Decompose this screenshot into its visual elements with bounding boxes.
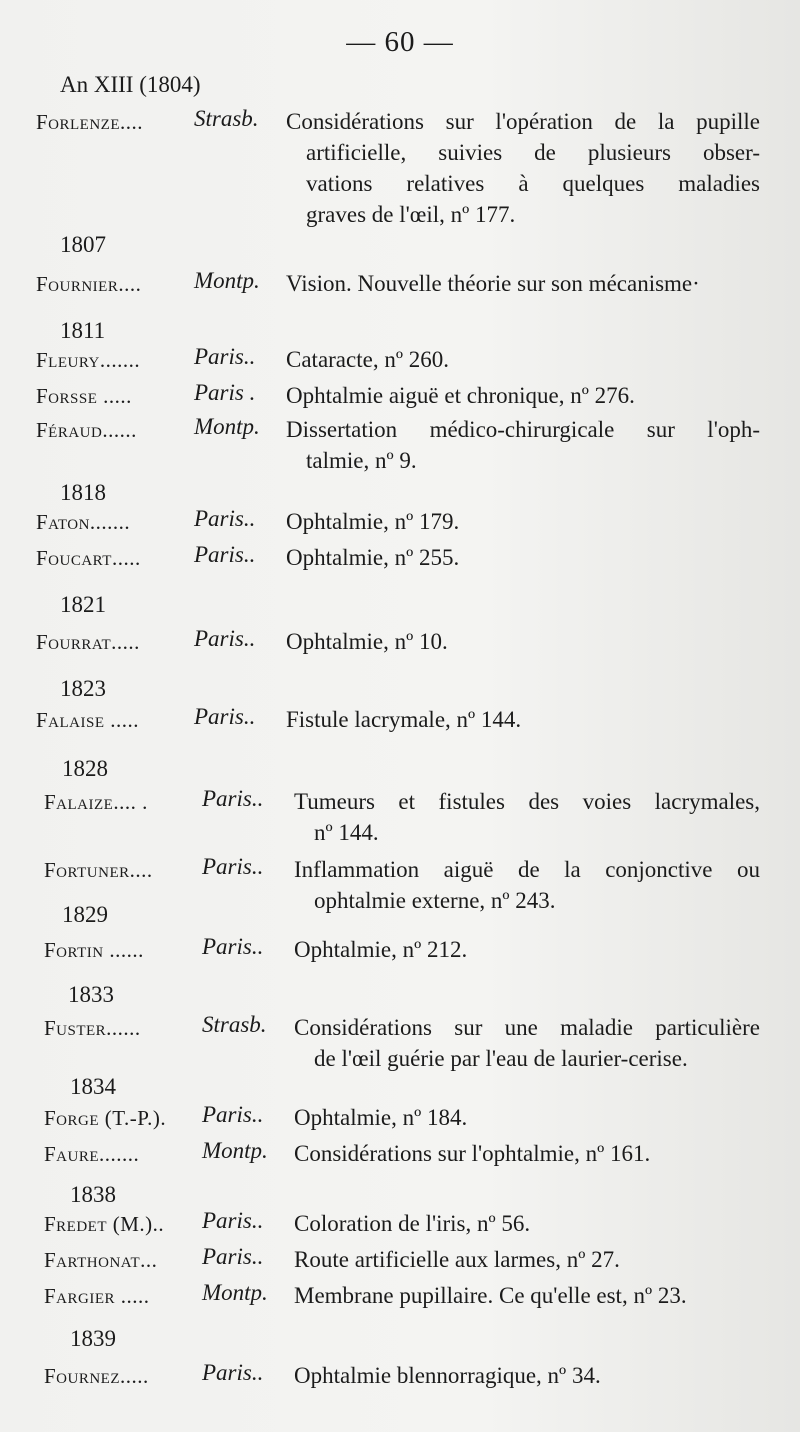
thesis-title-line: Fistule lacrymale, nº 144. (286, 707, 522, 732)
thesis-title (286, 380, 760, 411)
faculty-city: Paris.. (202, 934, 264, 959)
thesis-title-line: Inflammation aiguë de la conjonctive ou (294, 857, 760, 882)
thesis-title (286, 344, 760, 375)
author-name: Falaize.... . (44, 790, 148, 814)
author-name: Faure....... (44, 1142, 140, 1166)
faculty-city: Strasb. (194, 106, 259, 131)
faculty-city: Paris.. (194, 506, 256, 531)
thesis-title (294, 1280, 760, 1311)
faculty-city: Montp. (202, 1138, 268, 1163)
author-name: Faton....... (36, 510, 131, 534)
thesis-title-line: de l'œil guérie par l'eau de laurier-cerise. (314, 1046, 688, 1071)
faculty-city: Paris.. (202, 1360, 264, 1385)
thesis-title (294, 1012, 760, 1074)
author-name: Forsse ..... (36, 384, 132, 408)
thesis-title (286, 626, 760, 657)
author-name: Fortin ...... (44, 938, 144, 962)
faculty-city: Montp. (202, 1280, 268, 1305)
thesis-title-line: Ophtalmie, nº 184. (294, 1105, 468, 1130)
thesis-title-line: Vision. Nouvelle théorie sur son mécanisme· (286, 271, 700, 296)
year-heading: 1828 (62, 756, 108, 781)
thesis-title-line: Considérations sur une maladie particulière (294, 1015, 760, 1040)
faculty-city: Paris.. (202, 1102, 264, 1127)
thesis-title-line: vations relatives à quelques maladies (306, 171, 760, 196)
author-name: Fredet (M.).. (44, 1212, 165, 1236)
page-number: — 60 — (346, 26, 454, 58)
thesis-title (294, 854, 760, 916)
thesis-title-line: Ophtalmie blennorragique, nº 34. (294, 1363, 601, 1388)
year-heading: 1838 (70, 1182, 116, 1207)
thesis-title-line: talmie, nº 9. (306, 448, 417, 473)
thesis-title-line: Coloration de l'iris, nº 56. (294, 1211, 531, 1236)
author-name: Falaise ..... (36, 708, 140, 732)
thesis-title (286, 506, 760, 537)
year-heading: 1829 (62, 902, 108, 927)
faculty-city: Paris.. (194, 344, 256, 369)
faculty-city: Paris . (194, 380, 256, 405)
thesis-title-line: Membrane pupillaire. Ce qu'elle est, nº 23. (294, 1283, 687, 1308)
author-name: Fleury....... (36, 348, 141, 372)
faculty-city: Paris.. (202, 1244, 264, 1269)
faculty-city: Paris.. (194, 542, 256, 567)
year-heading: An XIII (1804) (60, 72, 201, 97)
thesis-title-line: Ophtalmie, nº 212. (294, 937, 468, 962)
thesis-title (294, 1360, 760, 1391)
year-heading: 1834 (70, 1074, 116, 1099)
author-name: Fournez..... (44, 1364, 149, 1388)
thesis-title (286, 106, 760, 230)
thesis-title (286, 704, 760, 735)
faculty-city: Paris.. (194, 626, 256, 651)
thesis-title-line: ophtalmie externe, nº 243. (314, 888, 556, 913)
thesis-title (294, 1208, 760, 1239)
thesis-title (294, 1244, 760, 1275)
author-name: Farthonat... (44, 1248, 158, 1272)
year-heading: 1833 (68, 982, 114, 1007)
author-name: Féraud...... (36, 418, 137, 442)
author-name: Fuster...... (44, 1016, 141, 1040)
thesis-title (294, 934, 760, 965)
faculty-city: Paris.. (202, 1208, 264, 1233)
thesis-title (294, 786, 760, 848)
faculty-city: Paris.. (202, 786, 264, 811)
thesis-title (294, 1102, 760, 1133)
author-name: Fourrat..... (36, 630, 140, 654)
thesis-title-line: artificielle, suivies de plusieurs obser- (306, 140, 760, 165)
thesis-title-line: Ophtalmie, nº 10. (286, 629, 448, 654)
thesis-title-line: nº 144. (314, 820, 379, 845)
author-name: Forlenze.... (36, 110, 143, 134)
faculty-city: Montp. (194, 414, 260, 439)
thesis-title-line: Route artificielle aux larmes, nº 27. (294, 1247, 620, 1272)
thesis-title-line: Ophtalmie, nº 255. (286, 545, 460, 570)
year-heading: 1821 (60, 592, 106, 617)
thesis-title-line: graves de l'œil, nº 177. (306, 202, 516, 227)
author-name: Fortuner.... (44, 858, 153, 882)
author-name: Forge (T.-P.). (44, 1106, 167, 1130)
year-heading: 1823 (60, 676, 106, 701)
year-heading: 1807 (60, 232, 106, 257)
author-name: Fournier.... (36, 272, 142, 296)
thesis-title (286, 542, 760, 573)
year-heading: 1818 (60, 480, 106, 505)
thesis-title-line: Cataracte, nº 260. (286, 347, 449, 372)
year-heading: 1811 (60, 318, 106, 343)
thesis-title-line: Tumeurs et fistules des voies lacrymales, (294, 789, 760, 814)
author-name: Foucart..... (36, 546, 141, 570)
faculty-city: Strasb. (202, 1012, 267, 1037)
faculty-city: Paris.. (194, 704, 256, 729)
thesis-title-line: Ophtalmie aiguë et chronique, nº 276. (286, 383, 635, 408)
thesis-title-line: Considérations sur l'opération de la pupille (286, 109, 760, 134)
thesis-title-line: Considérations sur l'ophtalmie, nº 161. (294, 1141, 651, 1166)
thesis-title (286, 268, 760, 299)
author-name: Fargier ..... (44, 1284, 150, 1308)
thesis-title-line: Ophtalmie, nº 179. (286, 509, 460, 534)
year-heading: 1839 (70, 1326, 116, 1351)
thesis-title-line: Dissertation médico-chirurgicale sur l'oph- (286, 417, 760, 442)
faculty-city: Montp. (194, 268, 260, 293)
thesis-title (294, 1138, 760, 1169)
faculty-city: Paris.. (202, 854, 264, 879)
thesis-title (286, 414, 760, 476)
